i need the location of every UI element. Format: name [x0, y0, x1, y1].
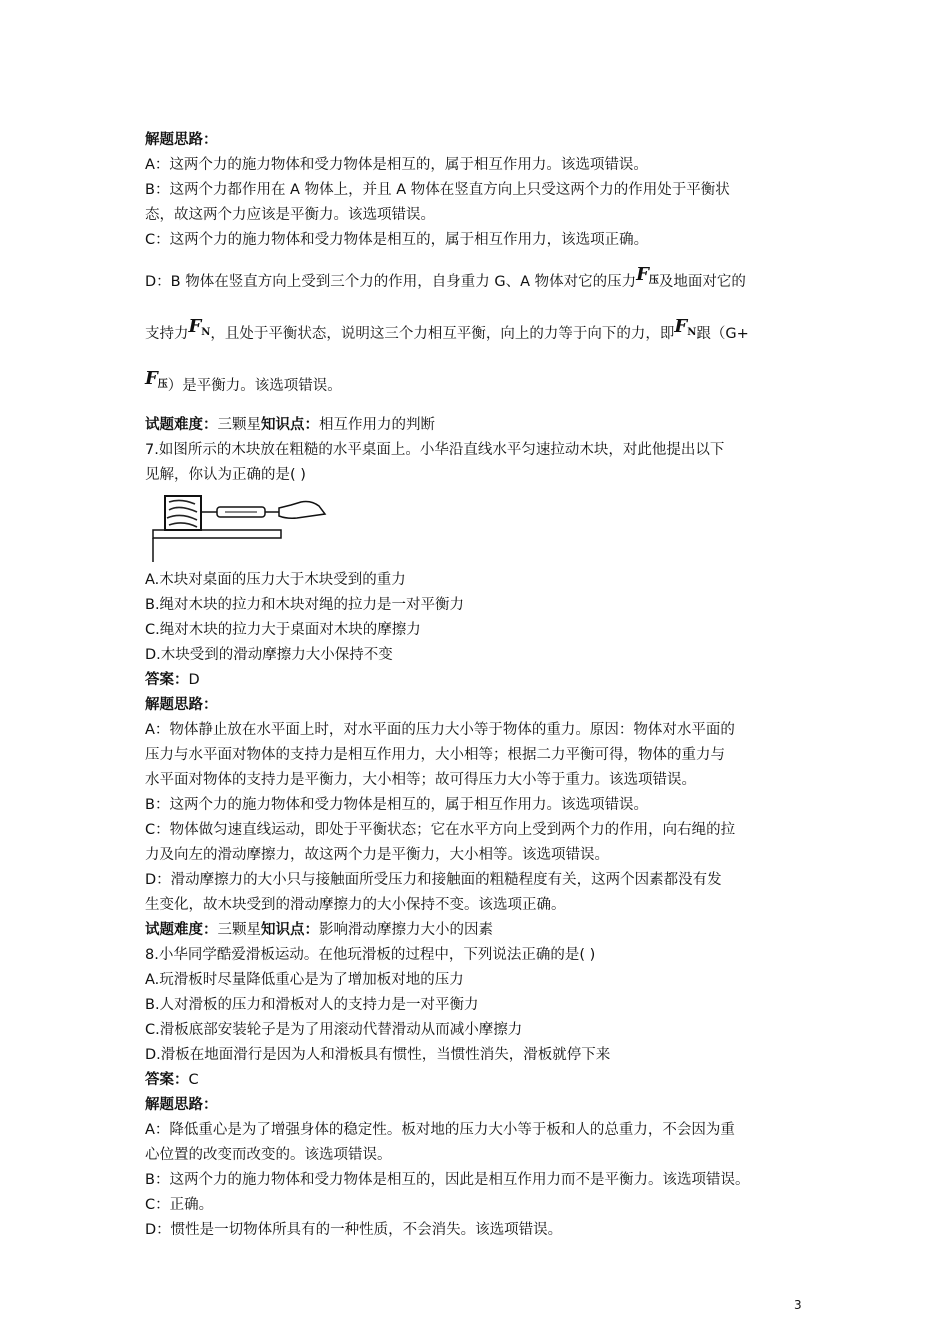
- difficulty-value: 三颗星: [217, 922, 261, 938]
- q8-option-a: A.玩滑板时尽量降低重心是为了增加板对地的压力: [145, 972, 464, 988]
- q6-meta: [145, 413, 813, 438]
- q6-d1-text-pre: D：B 物体在竖直方向上受到三个力的作用，自身重力 G、A 物体对它的压力: [145, 274, 637, 290]
- f-subscript: N: [201, 327, 211, 338]
- f-subscript: 压: [157, 379, 168, 390]
- q7-analysis-line: B：这两个力的施力物体和受力物体是相互的，属于相互作用力。该选项错误。: [145, 797, 648, 813]
- f-subscript: N: [687, 327, 697, 338]
- knowledge-value: 相互作用力的判断: [319, 417, 435, 433]
- answer-value: C: [188, 1072, 199, 1088]
- difficulty-value: 三颗星: [217, 417, 261, 433]
- wood-block-diagram: [151, 492, 331, 564]
- q7-analysis-line: 压力与水平面对物体的支持力是相互作用力，大小相等；根据二力平衡可得，物体的重力与: [145, 747, 725, 763]
- hand-icon: [279, 502, 325, 519]
- f-letter: F: [145, 368, 158, 389]
- q7-analysis-line: 水平面对物体的支持力是平衡力，大小相等；故可得压力大小等于重力。该选项错误。: [145, 772, 696, 788]
- q8-analysis-line: B：这两个力的施力物体和受力物体是相互的，因此是相互作用力而不是平衡力。该选项错误。: [145, 1172, 750, 1188]
- q6-analysis-b-line2: 态，故这两个力应该是平衡力。该选项错误。: [145, 207, 435, 223]
- q8-option-c: C.滑板底部安装轮子是为了用滚动代替滑动从而减小摩擦力: [145, 1022, 523, 1038]
- q8-stem: 8.小华同学酷爱滑板运动。在他玩滑板的过程中，下列说法正确的是( ): [145, 947, 596, 963]
- q6-d3-text-post: ）是平衡力。该选项错误。: [167, 378, 342, 394]
- knowledge-value: 影响滑动摩擦力大小的因素: [319, 922, 493, 938]
- q7-analysis-title: 解题思路：: [145, 697, 218, 713]
- answer-value: D: [188, 672, 200, 688]
- q6-d2-text-post: 跟（G+: [696, 326, 749, 342]
- page-number: 3: [794, 1298, 802, 1312]
- q7-option-b: B.绳对木块的拉力和木块对绳的拉力是一对平衡力: [145, 597, 465, 613]
- q8-analysis-line: C：正确。: [145, 1197, 214, 1213]
- q6-analysis-b-line1: B：这两个力都作用在 A 物体上，并且 A 物体在竖直方向上只受这两个力的作用处于平衡状: [145, 182, 730, 198]
- knowledge-label: 知识点：: [261, 417, 319, 433]
- f-letter: F: [188, 316, 202, 337]
- q7-figure: [151, 492, 813, 566]
- f-letter: F: [674, 316, 688, 337]
- answer-label: 答案：: [145, 1072, 189, 1088]
- q6-analysis-a: A：这两个力的施力物体和受力物体是相互的，属于相互作用力。该选项错误。: [145, 157, 648, 173]
- q7-stem-line2: 见解，你认为正确的是( ): [145, 467, 306, 483]
- q7-option-d: D.木块受到的滑动摩擦力大小保持不变: [145, 647, 393, 663]
- q7-answer: [145, 668, 813, 693]
- q6-d2-text-pre: 支持力: [145, 326, 189, 342]
- q8-analysis-line: D：惯性是一切物体所具有的一种性质，不会消失。该选项错误。: [145, 1222, 563, 1238]
- q6-d2-text-mid: ，且处于平衡状态，说明这三个力相互平衡，向上的力等于向下的力，即: [210, 326, 675, 342]
- f-letter: F: [636, 264, 649, 285]
- q6-analysis-d-line1: [145, 253, 813, 297]
- q7-stem-line1: 7.如图所示的木块放在粗糙的水平桌面上。小华沿直线水平匀速拉动木块，对此他提出以下: [145, 442, 725, 458]
- force-symbol-f-n: [189, 305, 211, 355]
- q8-option-d: D.滑板在地面滑行是因为人和滑板具有惯性，当惯性消失，滑板就停下来: [145, 1047, 611, 1063]
- knowledge-label: 知识点：: [261, 922, 319, 938]
- q8-option-b: B.人对滑板的压力和滑板对人的支持力是一对平衡力: [145, 997, 479, 1013]
- force-symbol-f-ya: [145, 357, 168, 407]
- q7-meta: [145, 918, 813, 943]
- difficulty-label: 试题难度：: [145, 417, 218, 433]
- q7-option-c: C.绳对木块的拉力大于桌面对木块的摩擦力: [145, 622, 421, 638]
- force-symbol-f-n: [674, 305, 696, 355]
- q7-analysis-line: C：物体做匀速直线运动，即处于平衡状态；它在水平方向上受到两个力的作用，向右绳的拉: [145, 822, 736, 838]
- q6-analysis-d-line2: [145, 305, 813, 349]
- q6-analysis-c: C：这两个力的施力物体和受力物体是相互的，属于相互作用力，该选项正确。: [145, 232, 649, 248]
- f-subscript: 压: [648, 275, 659, 286]
- page-content: [145, 128, 813, 1243]
- q8-analysis-title: 解题思路：: [145, 1097, 218, 1113]
- q8-analysis-line: 心位置的改变而改变的。该选项错误。: [145, 1147, 392, 1163]
- q6-d1-text-post: 及地面对它的: [658, 274, 746, 290]
- answer-label: 答案：: [145, 672, 189, 688]
- q7-analysis-line: A：物体静止放在水平面上时，对水平面的压力大小等于物体的重力。原因：物体对水平面的: [145, 722, 735, 738]
- q7-analysis-line: 力及向左的滑动摩擦力，故这两个力是平衡力，大小相等。该选项错误。: [145, 847, 609, 863]
- q8-analysis-line: A：降低重心是为了增强身体的稳定性。板对地的压力大小等于板和人的总重力，不会因为重: [145, 1122, 735, 1138]
- q7-analysis-line: D：滑动摩擦力的大小只与接触面所受压力和接触面的粗糙程度有关，这两个因素都没有发: [145, 872, 722, 888]
- q8-answer: [145, 1068, 813, 1093]
- force-symbol-f-ya: [636, 253, 659, 303]
- table-top: [153, 530, 281, 538]
- q6-analysis-title: 解题思路：: [145, 132, 218, 148]
- q7-option-a: A.木块对桌面的压力大于木块受到的重力: [145, 572, 406, 588]
- difficulty-label: 试题难度：: [145, 922, 218, 938]
- q7-analysis-line: 生变化，故木块受到的滑动摩擦力的大小保持不变。该选项正确。: [145, 897, 566, 913]
- q6-analysis-d-line3: [145, 357, 813, 401]
